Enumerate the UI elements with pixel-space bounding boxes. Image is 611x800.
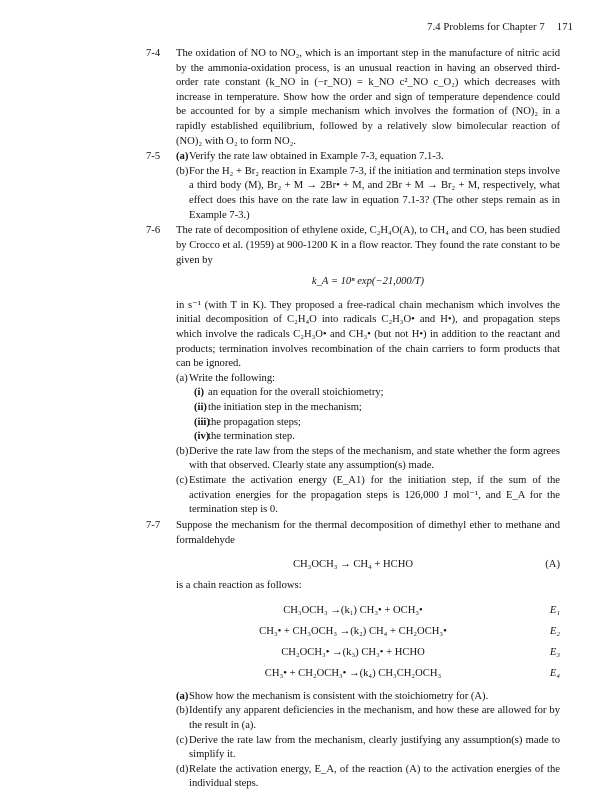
part-label: (b) (176, 445, 189, 457)
part-text: Identify any apparent deficiencies in the mechanism, and how these are allowed for by the result in (a). (189, 705, 560, 731)
part-a (176, 372, 560, 387)
part-b (176, 445, 560, 474)
mechanism-step (176, 621, 560, 642)
rate-constant-equation: k_A = 10ⁿ exp(−21,000/T) (311, 276, 425, 288)
part-label: (a) (176, 690, 189, 702)
subpart-text: the propagation steps; (208, 416, 301, 428)
subpart-label: (i) (194, 387, 204, 399)
mechanism-step (176, 642, 560, 663)
subpart-label: (iv) (194, 431, 210, 443)
problem-7-4 (146, 47, 560, 149)
problem-number: 7-4 (146, 48, 161, 59)
running-title: 7.4 Problems for Chapter 7 (427, 22, 545, 33)
part-text: Show how the mechanism is consistent with the stoichiometry for (A). (189, 690, 489, 702)
part-text: Verify the rate law obtained in Example 7-3, equation 7.1-3. (189, 151, 444, 163)
subpart-ii (189, 401, 560, 416)
part-text: Derive the rate law from the steps of the mechanism, and state whether the form agrees with that observed. Clearly state any assumption(s) made. (189, 445, 560, 472)
problem-7-7 (146, 519, 560, 792)
activation-energy-label: E₃ (549, 646, 560, 658)
overall-reaction (176, 554, 560, 575)
part-text: For the H₂ + Br₂ reaction in Example 7-3, if the initiation and termination steps involve a third body (M), Br₂ + M → 2Br• + M, and 2Br + M → Br₂ + M, respectively, what effect does this have on the rate law in equation 7.1-3? (The other steps remain as in Example 7-3.) (189, 165, 560, 221)
problem-number: 7-5 (146, 151, 161, 163)
step-equation: CH₃• + CH₃OCH₃ →(k₂) CH₄ + CH₂OCH₃• (259, 625, 447, 637)
part-c (176, 474, 560, 518)
part-text: Derive the rate law from the mechanism, clearly justifying any assumption(s) made to simplify it. (189, 734, 560, 761)
overall-equation: CH₃OCH₃ → CH₄ + HCHO (292, 559, 414, 571)
mechanism-step (176, 663, 560, 684)
part-text: Estimate the activation energy (E_A1) for the initiation step, if the sum of the activation energies for the propagation steps is 126,000 J mol⁻¹, and E_A for the termination step is 0. (189, 475, 560, 516)
part-label: (a) (176, 372, 188, 384)
subpart-iii (189, 416, 560, 431)
part-label: (c) (176, 734, 188, 746)
subpart-iv (189, 430, 560, 445)
part-b (176, 704, 560, 733)
running-header (427, 21, 573, 36)
part-b (176, 165, 560, 223)
subpart-text: the termination step. (208, 431, 295, 443)
activation-energy-label: E₁ (549, 604, 560, 616)
page-number: 171 (556, 22, 573, 33)
problem-intro: Suppose the mechanism for the thermal decomposition of dimethyl ether to methane and formaldehyde (176, 519, 560, 546)
problem-text: The oxidation of NO to NO₂, which is an important step in the manufacture of nitric acid by the ammonia-oxidation process, is an unusual reaction in having an observed third-order rate constant (k_NO in (−r_NO) = k_NO c²_NO c_O₂) which decreases with increase in temperature. Show how the order and sign of temperature dependence could be accounted for by a simple mechanism which involves the formation of (NO)₂ in a rapidly established equilibrium, followed by a relatively slow bimolecular reaction of (NO)₂ with O₂ to form NO₂. (176, 48, 560, 147)
problem-7-5 (146, 150, 560, 223)
part-label: (d) (176, 763, 189, 775)
step-equation: CH₃OCH₃ →(k₁) CH₃• + OCH₃• (283, 604, 423, 616)
step-equation: CH₂OCH₃• →(k₃) CH₃• + HCHO (281, 646, 425, 658)
step-equation: CH₃• + CH₂OCH₃• →(k₄) CH₃CH₂OCH₃ (264, 667, 442, 679)
part-label: (a) (176, 151, 189, 163)
part-label: (c) (176, 475, 188, 487)
part-a (176, 690, 560, 705)
problems-body (146, 47, 560, 793)
problem-number: 7-6 (146, 225, 161, 237)
subpart-i (189, 386, 560, 401)
part-d (176, 763, 560, 792)
subpart-label: (iii) (194, 416, 210, 428)
problem-text: in s⁻¹ (with T in K). They proposed a free-radical chain mechanism which involves the initial decomposition of C₂H₄O into radicals C₂H₃O• and H•), and propagation steps which involve the radicals C₂H₃O• and CH₃• (but not H•) in addition to the reactant and products; termination involves recombination of the chain carriers to form products that can be ignored. (176, 299, 560, 370)
part-label: (b) (176, 705, 189, 717)
part-label: (b) (176, 165, 189, 177)
part-a (176, 150, 560, 165)
part-text: Write the following: (189, 372, 276, 384)
problem-intro: The rate of decomposition of ethylene oxide, C₂H₄O(A), to CH₄ and CO, has been studied by Crocco et al. (1959) at 900-1200 K in a flow reactor. They found the rate constant to be given by (176, 225, 560, 266)
subpart-label: (ii) (194, 402, 207, 414)
subpart-text: an equation for the overall stoichiometry; (208, 387, 384, 399)
mechanism-step (176, 600, 560, 621)
subpart-text: the initiation step in the mechanism; (208, 402, 362, 414)
part-c (176, 734, 560, 763)
part-text: Relate the activation energy, E_A, of the reaction (A) to the activation energies of the individual steps. (189, 763, 560, 790)
problem-number: 7-7 (146, 519, 161, 531)
problem-7-6 (146, 224, 560, 518)
activation-energy-label: E₄ (549, 667, 560, 679)
activation-energy-label: E₂ (549, 625, 560, 637)
equation-tag: (A) (545, 559, 560, 571)
chain-text: is a chain reaction as follows: (176, 580, 302, 592)
